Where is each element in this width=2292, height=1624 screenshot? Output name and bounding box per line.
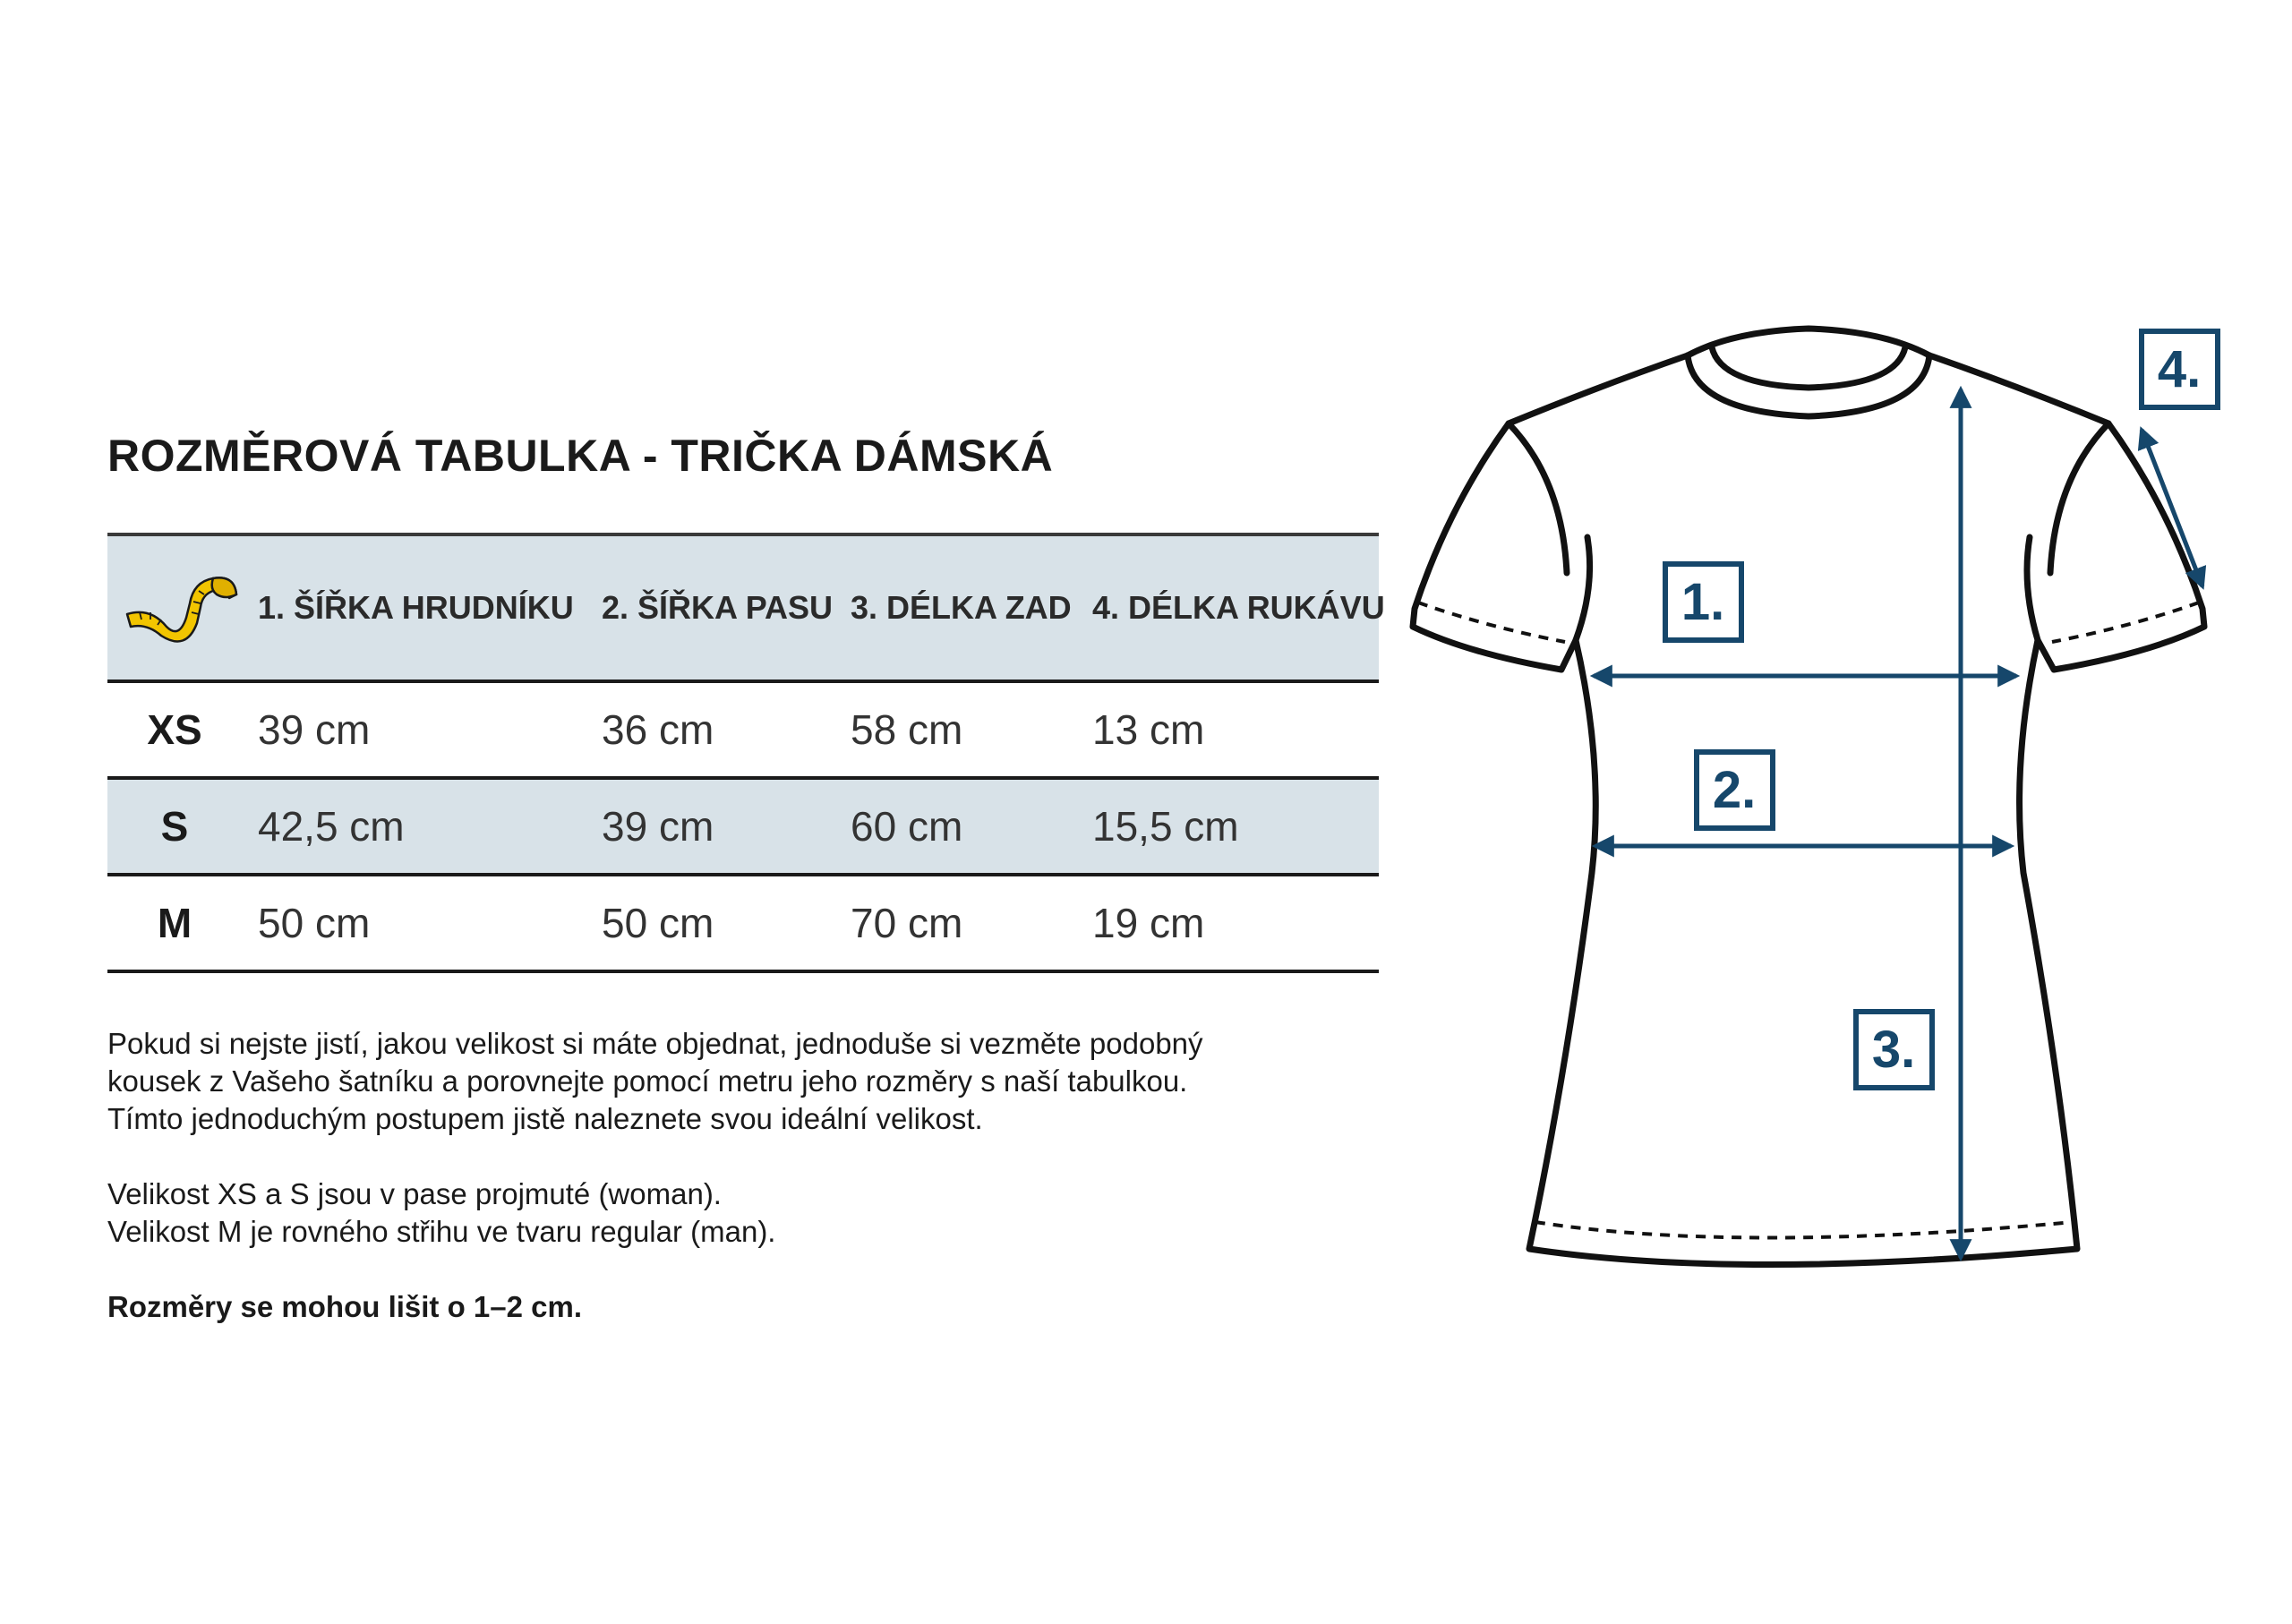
note-line: Velikost M je rovného střihu ve tvaru regular (man). <box>107 1215 776 1248</box>
tshirt-diagram <box>1397 318 2238 1303</box>
header-waist-width: 2. ŠÍŘKA PASU <box>602 589 834 626</box>
table-header-row <box>107 533 1385 680</box>
back-length-value: 70 cm <box>851 900 963 946</box>
measurement-labels <box>1665 331 2218 1088</box>
tshirt-outline <box>1413 329 2204 1265</box>
hem-stitching <box>1418 603 2199 1238</box>
back-length-value: 60 cm <box>851 803 963 850</box>
chest-width-value: 42,5 cm <box>258 803 405 850</box>
label-4: 4. <box>2157 340 2202 398</box>
size-table <box>107 533 1385 973</box>
chest-width-value: 50 cm <box>258 900 371 946</box>
size-label: S <box>160 803 189 850</box>
page-title: ROZMĚROVÁ TABULKA - TRIČKA DÁMSKÁ <box>107 431 1054 481</box>
note-line: Velikost XS a S jsou v pase projmuté (woman). <box>107 1177 722 1210</box>
sleeve-length-value: 13 cm <box>1092 706 1205 753</box>
waist-width-value: 36 cm <box>602 706 714 753</box>
table-row <box>107 873 1379 973</box>
measuring-tape-icon <box>124 536 240 680</box>
label-2: 2. <box>1712 761 1757 819</box>
waist-width-value: 39 cm <box>602 803 714 850</box>
size-label: M <box>157 900 192 946</box>
sleeve-length-value: 15,5 cm <box>1092 803 1239 850</box>
label-1: 1. <box>1681 573 1725 631</box>
tolerance-note: Rozměry se mohou lišit o 1–2 cm. <box>107 1290 582 1323</box>
table-row <box>107 776 1379 873</box>
note-line: kousek z Vašeho šatníku a porovnejte pomocí metru jeho rozměry s naší tabulkou. <box>107 1064 1188 1098</box>
size-label: XS <box>147 706 202 753</box>
sleeve-measure-line <box>2142 430 2202 586</box>
header-back-length: 3. DÉLKA ZAD <box>851 589 1072 626</box>
chest-width-value: 39 cm <box>258 706 371 753</box>
header-chest-width: 1. ŠÍŘKA HRUDNÍKU <box>258 589 574 626</box>
size-notes <box>107 1025 1271 1326</box>
waist-width-value: 50 cm <box>602 900 714 946</box>
back-length-value: 58 cm <box>851 706 963 753</box>
note-line: Tímto jednoduchým postupem jistě naleznete svou ideální velikost. <box>107 1102 983 1135</box>
label-3: 3. <box>1871 1021 1916 1079</box>
note-line: Pokud si nejste jistí, jakou velikost si máte objednat, jednoduše si vezměte podobný <box>107 1027 1203 1060</box>
sleeve-length-value: 19 cm <box>1092 900 1205 946</box>
measurement-lines <box>1594 389 2202 1258</box>
table-row <box>107 680 1379 776</box>
header-sleeve-length: 4. DÉLKA RUKÁVU <box>1092 589 1385 626</box>
